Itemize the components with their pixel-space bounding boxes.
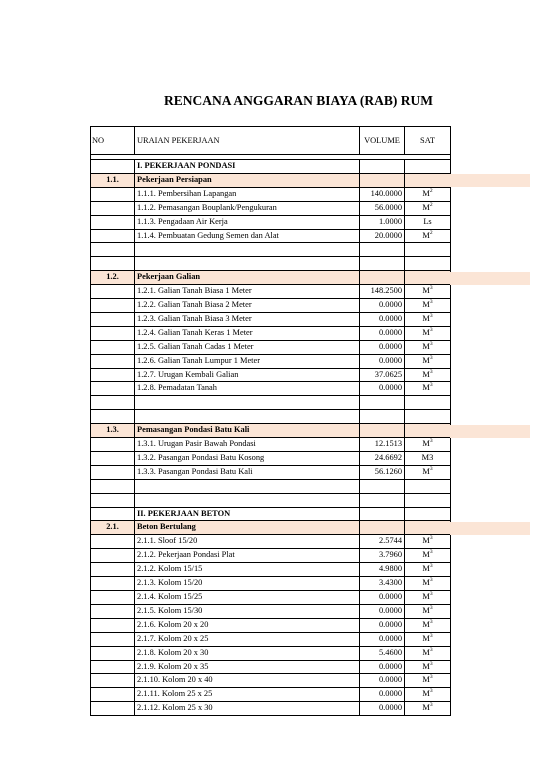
unit-exponent: 3 — [429, 591, 433, 598]
cell-no — [91, 646, 135, 660]
table-row — [91, 549, 451, 563]
cell-volume — [360, 507, 405, 521]
unit-text: M — [422, 313, 430, 323]
table-row — [91, 591, 451, 605]
header-description: URAIAN PEKERJAAN — [135, 127, 360, 155]
unit-exponent: 3 — [429, 299, 433, 306]
unit-text: M3 — [421, 452, 434, 462]
cell-volume: 0.0000 — [360, 312, 405, 326]
cell-description: 1.2.1. Galian Tanah Biasa 1 Meter — [135, 285, 360, 299]
cell-no — [91, 160, 135, 174]
unit-exponent: 2 — [429, 201, 433, 208]
cell-no — [91, 618, 135, 632]
cell-unit — [405, 312, 451, 326]
cell-no — [91, 326, 135, 340]
unit-text: M — [422, 605, 430, 615]
table-row — [91, 285, 451, 299]
unit-text: M — [422, 536, 430, 546]
cell-description: 2.1.1. Sloof 15/20 — [135, 535, 360, 549]
unit-text: M — [422, 675, 430, 685]
cell-description: Pekerjaan Persiapan — [135, 173, 360, 187]
unit-text: M — [422, 383, 430, 393]
unit-exponent: 3 — [429, 535, 433, 542]
table-row — [91, 368, 451, 382]
table-row — [91, 563, 451, 577]
unit-exponent: 3 — [429, 327, 433, 334]
cell-volume — [360, 160, 405, 174]
cell-volume: 3.7960 — [360, 549, 405, 563]
section-row — [91, 160, 451, 174]
cell-description: 2.1.8. Kolom 20 x 30 — [135, 646, 360, 660]
unit-text: M — [422, 592, 430, 601]
cell-description: 1.2.3. Galian Tanah Biasa 3 Meter — [135, 312, 360, 326]
cell-no — [91, 451, 135, 465]
cell-unit — [405, 354, 451, 368]
subheader-row — [91, 521, 451, 535]
unit-exponent: 2 — [429, 188, 433, 195]
subheader-row — [91, 173, 451, 187]
cell-volume — [360, 396, 405, 410]
cell-volume: 140.0000 — [360, 187, 405, 201]
subheader-fill-extension — [450, 272, 530, 285]
cell-volume — [360, 243, 405, 257]
cell-no — [91, 632, 135, 646]
header-unit: SAT — [405, 127, 451, 155]
cell-description: 2.1.3. Kolom 15/20 — [135, 577, 360, 591]
table-row — [91, 382, 451, 396]
unit-text: M — [422, 564, 430, 574]
table-row — [91, 326, 451, 340]
header-no: NO — [91, 127, 135, 155]
table-row — [91, 465, 451, 479]
unit-exponent: 3 — [429, 313, 433, 320]
unit-text: M — [422, 327, 430, 337]
subheader-row — [91, 271, 451, 285]
cell-unit — [405, 660, 451, 674]
unit-exponent: 3 — [429, 646, 433, 653]
cell-no: 1.1. — [91, 173, 135, 187]
unit-text: Ls — [423, 216, 432, 226]
cell-unit — [405, 507, 451, 521]
cell-no — [91, 674, 135, 688]
cell-unit — [405, 535, 451, 549]
cell-unit — [405, 187, 451, 201]
cell-description: 1.2.2. Galian Tanah Biasa 2 Meter — [135, 299, 360, 313]
cell-no — [91, 702, 135, 716]
cell-no: 1.3. — [91, 424, 135, 438]
cell-volume: 56.0000 — [360, 201, 405, 215]
cell-unit — [405, 521, 451, 535]
table-row — [91, 688, 451, 702]
rab-table — [90, 126, 451, 716]
cell-volume — [360, 410, 405, 424]
subheader-fill-extension — [450, 174, 530, 187]
table-row — [91, 577, 451, 591]
unit-exponent: 3 — [429, 549, 433, 556]
cell-unit — [405, 410, 451, 424]
table-row — [91, 340, 451, 354]
cell-unit — [405, 493, 451, 507]
unit-exponent: 3 — [429, 285, 433, 292]
cell-description — [135, 396, 360, 410]
unit-text: M — [422, 647, 430, 657]
unit-exponent: 3 — [429, 438, 433, 445]
blank-row — [91, 479, 451, 493]
section-row — [91, 507, 451, 521]
cell-no — [91, 604, 135, 618]
unit-text: M — [422, 439, 430, 449]
unit-text: M — [422, 633, 430, 643]
unit-exponent: 3 — [429, 382, 433, 389]
unit-text: M — [422, 188, 430, 198]
unit-text: M — [422, 300, 430, 310]
cell-description — [135, 257, 360, 271]
unit-text: M — [422, 341, 430, 351]
cell-volume: 37.0625 — [360, 368, 405, 382]
cell-unit — [405, 577, 451, 591]
table-row — [91, 632, 451, 646]
cell-no — [91, 215, 135, 229]
cell-description — [135, 493, 360, 507]
cell-volume: 0.0000 — [360, 299, 405, 313]
cell-no — [91, 535, 135, 549]
cell-volume: 5.4600 — [360, 646, 405, 660]
table-row — [91, 201, 451, 215]
unit-exponent: 3 — [429, 577, 433, 584]
unit-exponent: 3 — [429, 605, 433, 612]
table-row — [91, 215, 451, 229]
cell-description: 1.2.7. Urugan Kembali Galian — [135, 368, 360, 382]
cell-volume — [360, 521, 405, 535]
cell-description: I. PEKERJAAN PONDASI — [135, 160, 360, 174]
cell-no — [91, 396, 135, 410]
unit-exponent: 3 — [429, 563, 433, 570]
cell-unit — [405, 438, 451, 452]
cell-description: 1.1.2. Pemasangan Bouplank/Pengukuran — [135, 201, 360, 215]
cell-no — [91, 660, 135, 674]
cell-volume: 3.4300 — [360, 577, 405, 591]
cell-description: 2.1.2. Pekerjaan Pondasi Plat — [135, 549, 360, 563]
table-row — [91, 451, 451, 465]
cell-no — [91, 354, 135, 368]
cell-unit — [405, 604, 451, 618]
table-row — [91, 312, 451, 326]
cell-no — [91, 257, 135, 271]
cell-volume — [360, 424, 405, 438]
subheader-fill-extension — [450, 425, 530, 438]
cell-no — [91, 591, 135, 605]
cell-no — [91, 410, 135, 424]
cell-description — [135, 479, 360, 493]
unit-exponent: 3 — [429, 354, 433, 361]
cell-unit — [405, 688, 451, 702]
cell-description: 2.1.4. Kolom 15/25 — [135, 591, 360, 605]
cell-unit — [405, 618, 451, 632]
cell-volume: 0.0000 — [360, 702, 405, 716]
unit-exponent: 3 — [429, 632, 433, 639]
cell-volume — [360, 173, 405, 187]
cell-volume — [360, 271, 405, 285]
cell-description: 2.1.2. Kolom 15/15 — [135, 563, 360, 577]
cell-description: 1.3.2. Pasangan Pondasi Batu Kosong — [135, 451, 360, 465]
unit-text: M — [422, 355, 430, 365]
unit-text: M — [422, 466, 430, 476]
table-row — [91, 438, 451, 452]
cell-no — [91, 312, 135, 326]
unit-text: M — [422, 286, 430, 296]
cell-description: 2.1.5. Kolom 15/30 — [135, 604, 360, 618]
cell-volume: 1.0000 — [360, 215, 405, 229]
cell-unit — [405, 646, 451, 660]
cell-volume: 0.0000 — [360, 604, 405, 618]
cell-unit — [405, 563, 451, 577]
cell-unit — [405, 632, 451, 646]
cell-unit — [405, 257, 451, 271]
table-row — [91, 229, 451, 243]
cell-unit — [405, 299, 451, 313]
cell-no — [91, 549, 135, 563]
document-title: RENCANA ANGGARAN BIAYA (RAB) RUM — [164, 93, 434, 108]
cell-volume: 0.0000 — [360, 632, 405, 646]
table-row — [91, 674, 451, 688]
cell-description: Pekerjaan Galian — [135, 271, 360, 285]
cell-unit — [405, 396, 451, 410]
cell-no: 2.1. — [91, 521, 135, 535]
cell-no — [91, 563, 135, 577]
cell-unit — [405, 479, 451, 493]
cell-volume: 0.0000 — [360, 591, 405, 605]
cell-no — [91, 299, 135, 313]
cell-unit — [405, 674, 451, 688]
cell-no — [91, 285, 135, 299]
unit-text: M — [422, 202, 430, 212]
unit-text: M — [422, 550, 430, 560]
cell-description: II. PEKERJAAN BETON — [135, 507, 360, 521]
blank-row — [91, 396, 451, 410]
cell-unit — [405, 201, 451, 215]
blank-row — [91, 493, 451, 507]
cell-volume: 0.0000 — [360, 688, 405, 702]
cell-volume: 0.0000 — [360, 340, 405, 354]
cell-description: 2.1.12. Kolom 25 x 30 — [135, 702, 360, 716]
cell-volume: 148.2500 — [360, 285, 405, 299]
cell-description: 2.1.9. Kolom 20 x 35 — [135, 660, 360, 674]
table-body — [91, 160, 451, 716]
cell-description: 1.1.1. Pembersihan Lapangan — [135, 187, 360, 201]
unit-exponent: 3 — [429, 466, 433, 473]
blank-row — [91, 257, 451, 271]
cell-no — [91, 187, 135, 201]
cell-volume: 24.6692 — [360, 451, 405, 465]
cell-unit — [405, 160, 451, 174]
unit-text: M — [422, 689, 430, 699]
unit-text: M — [422, 703, 430, 713]
cell-no — [91, 465, 135, 479]
unit-exponent: 3 — [429, 619, 433, 626]
cell-unit — [405, 173, 451, 187]
cell-description: 1.1.4. Pembuatan Gedung Semen dan Alat — [135, 229, 360, 243]
table-row — [91, 299, 451, 313]
cell-unit — [405, 702, 451, 716]
unit-text: M — [422, 369, 430, 379]
unit-exponent: 2 — [429, 229, 433, 236]
cell-description: 1.2.6. Galian Tanah Lumpur 1 Meter — [135, 354, 360, 368]
unit-exponent: 3 — [429, 688, 433, 695]
cell-no — [91, 340, 135, 354]
cell-volume: 0.0000 — [360, 382, 405, 396]
cell-unit — [405, 326, 451, 340]
unit-exponent: 3 — [429, 674, 433, 681]
cell-unit — [405, 340, 451, 354]
blank-row — [91, 243, 451, 257]
cell-description: 1.2.8. Pemadatan Tanah — [135, 382, 360, 396]
cell-volume: 4.9800 — [360, 563, 405, 577]
cell-unit — [405, 215, 451, 229]
table-row — [91, 660, 451, 674]
cell-volume: 0.0000 — [360, 326, 405, 340]
cell-unit — [405, 285, 451, 299]
blank-row — [91, 410, 451, 424]
cell-no — [91, 229, 135, 243]
table-header-row — [91, 127, 451, 155]
cell-no — [91, 368, 135, 382]
cell-no — [91, 577, 135, 591]
cell-volume: 0.0000 — [360, 618, 405, 632]
unit-exponent: 3 — [429, 660, 433, 667]
cell-volume: 0.0000 — [360, 674, 405, 688]
table-row — [91, 604, 451, 618]
unit-text: M — [422, 661, 430, 671]
cell-unit — [405, 549, 451, 563]
unit-text: M — [422, 230, 430, 240]
table-row — [91, 535, 451, 549]
cell-description: 1.3.1. Urugan Pasir Bawah Pondasi — [135, 438, 360, 452]
cell-unit — [405, 465, 451, 479]
cell-description — [135, 410, 360, 424]
cell-no — [91, 201, 135, 215]
table-row — [91, 618, 451, 632]
cell-no — [91, 507, 135, 521]
cell-unit — [405, 368, 451, 382]
table-row — [91, 354, 451, 368]
cell-volume — [360, 479, 405, 493]
cell-volume — [360, 257, 405, 271]
cell-description: Beton Bertulang — [135, 521, 360, 535]
cell-volume: 0.0000 — [360, 354, 405, 368]
cell-description: Pemasangan Pondasi Batu Kali — [135, 424, 360, 438]
subheader-row — [91, 424, 451, 438]
header-volume: VOLUME — [360, 127, 405, 155]
cell-unit — [405, 271, 451, 285]
table-row — [91, 187, 451, 201]
subheader-fill-extension — [450, 522, 530, 535]
cell-description — [135, 243, 360, 257]
cell-volume: 56.1260 — [360, 465, 405, 479]
cell-volume: 2.5744 — [360, 535, 405, 549]
cell-no — [91, 243, 135, 257]
cell-unit — [405, 424, 451, 438]
cell-description: 1.3.3. Pasangan Pondasi Batu Kali — [135, 465, 360, 479]
cell-description: 2.1.11. Kolom 25 x 25 — [135, 688, 360, 702]
cell-volume: 12.1513 — [360, 438, 405, 452]
cell-description: 2.1.10. Kolom 20 x 40 — [135, 674, 360, 688]
cell-unit — [405, 591, 451, 605]
cell-no — [91, 479, 135, 493]
cell-no — [91, 493, 135, 507]
unit-text: M — [422, 619, 430, 629]
cell-unit — [405, 243, 451, 257]
cell-unit — [405, 451, 451, 465]
cell-no: 1.2. — [91, 271, 135, 285]
cell-description: 1.2.4. Galian Tanah Keras 1 Meter — [135, 326, 360, 340]
cell-volume: 0.0000 — [360, 660, 405, 674]
table-row — [91, 646, 451, 660]
unit-exponent: 3 — [429, 340, 433, 347]
cell-description: 1.2.5. Galian Tanah Cadas 1 Meter — [135, 340, 360, 354]
cell-volume: 20.0000 — [360, 229, 405, 243]
cell-no — [91, 382, 135, 396]
cell-description: 2.1.7. Kolom 20 x 25 — [135, 632, 360, 646]
cell-volume — [360, 493, 405, 507]
unit-text: M — [422, 578, 430, 588]
table-row — [91, 702, 451, 716]
cell-description: 1.1.3. Pengadaan Air Kerja — [135, 215, 360, 229]
cell-no — [91, 438, 135, 452]
unit-exponent: 3 — [429, 702, 433, 709]
cell-unit — [405, 229, 451, 243]
cell-description: 2.1.6. Kolom 20 x 20 — [135, 618, 360, 632]
unit-exponent: 3 — [429, 368, 433, 375]
cell-unit — [405, 382, 451, 396]
cell-no — [91, 688, 135, 702]
